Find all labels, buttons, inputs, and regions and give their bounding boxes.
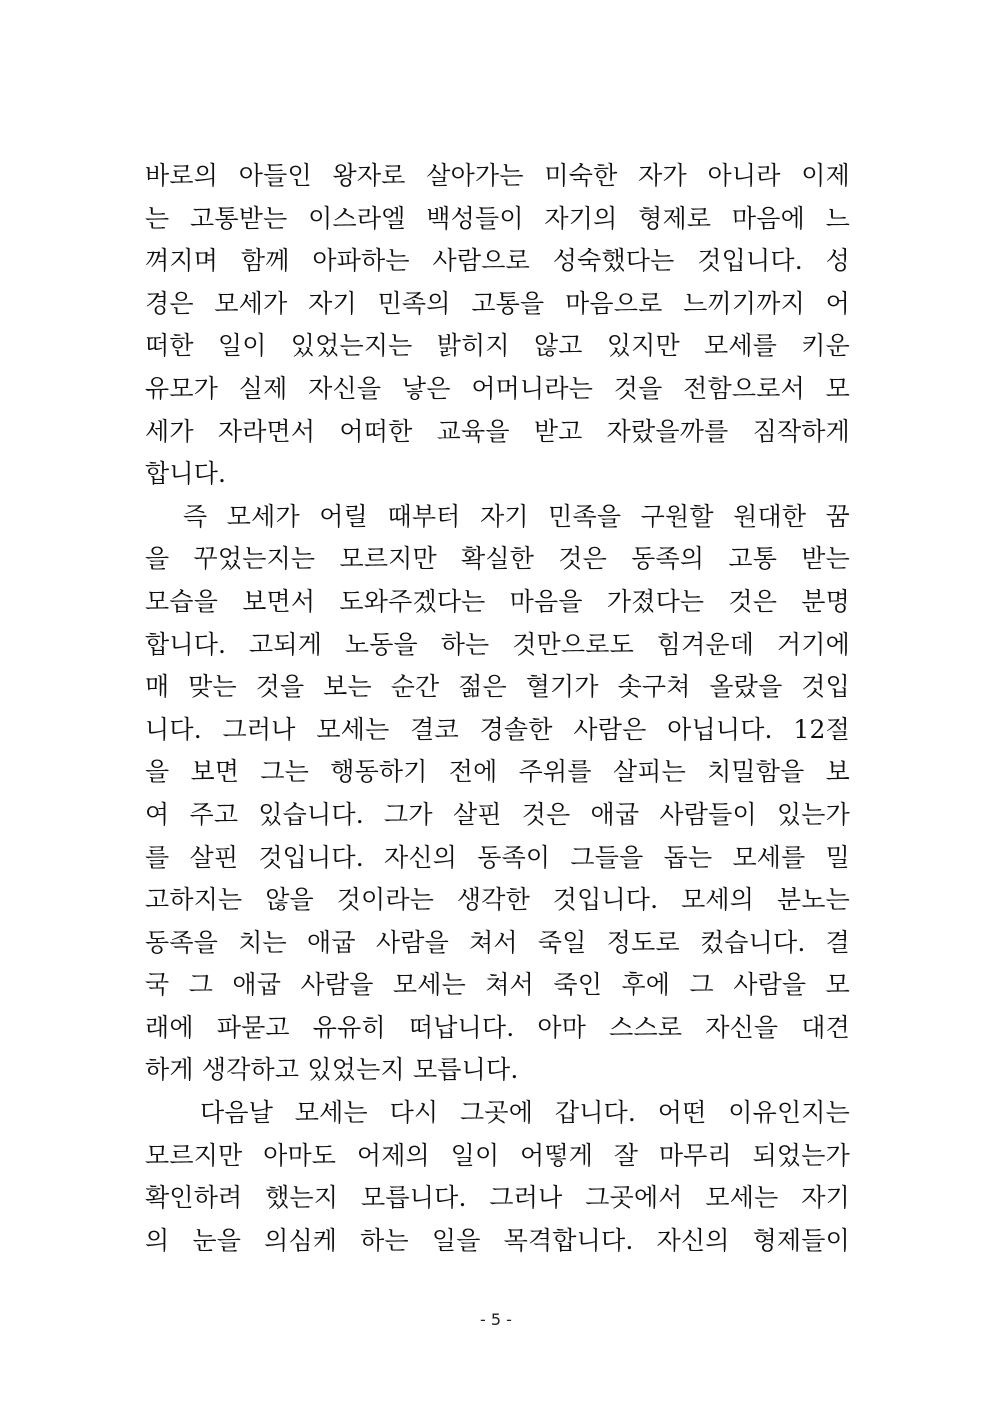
text-line: 확인하려 했는지 모릅니다. 그러나 그곳에서 모세는 자기	[145, 1183, 850, 1213]
text-line: 경은 모세가 자기 민족의 고통을 마음으로 느끼기까지 어	[145, 288, 850, 318]
text-line: 모습을 보면서 도와주겠다는 마음을 가졌다는 것은 분명	[145, 586, 850, 616]
text-line: 동족을 치는 애굽 사람을 쳐서 죽일 정도로 컸습니다. 결	[145, 927, 850, 957]
text-line: 유모가 실제 자신을 낳은 어머니라는 것을 전함으로서 모	[145, 373, 850, 403]
text-line: 떠한 일이 있었는지는 밝히지 않고 있지만 모세를 키운	[145, 331, 850, 361]
text-line: 합니다.	[145, 459, 227, 489]
text-line: 여 주고 있습니다. 그가 살핀 것은 애굽 사람들이 있는가	[145, 799, 850, 829]
text-line: 세가 자라면서 어떠한 교육을 받고 자랐을까를 짐작하게	[145, 416, 850, 446]
text-line: 의 눈을 의심케 하는 일을 목격합니다. 자신의 형제들이	[145, 1225, 850, 1255]
text-line: 니다. 그러나 모세는 결코 경솔한 사람은 아닙니다. 12절	[145, 714, 850, 744]
text-line: 는 고통받는 이스라엘 백성들이 자기의 형제로 마음에 느	[145, 203, 850, 233]
text-line: 를 살핀 것입니다. 자신의 동족이 그들을 돕는 모세를 밀	[145, 842, 850, 872]
text-line: 을 꾸었는지는 모르지만 확실한 것은 동족의 고통 받는	[145, 544, 850, 574]
text-line: 매 맞는 것을 보는 순간 젊은 혈기가 솟구쳐 올랐을 것입	[145, 672, 850, 702]
text-line: 모르지만 아마도 어제의 일이 어떻게 잘 마무리 되었는가	[145, 1140, 850, 1170]
text-line: 하게 생각하고 있었는지 모릅니다.	[145, 1055, 519, 1085]
text-line: 바로의 아들인 왕자로 살아가는 미숙한 자가 아니라 이제	[145, 161, 850, 190]
text-line: 래에 파묻고 유유히 떠납니다. 아마 스스로 자신을 대견	[145, 1012, 850, 1042]
text-line: 을 보면 그는 행동하기 전에 주위를 살피는 치밀함을 보	[145, 757, 850, 787]
page-number: - 5 -	[480, 1310, 512, 1329]
text-line: 즉 모세가 어릴 때부터 자기 민족을 구원할 원대한 꿈	[183, 501, 850, 531]
text-line: 합니다. 고되게 노동을 하는 것만으로도 힘겨운데 거기에	[145, 629, 850, 659]
text-line: 다음날 모세는 다시 그곳에 갑니다. 어떤 이유인지는	[200, 1098, 850, 1128]
text-line: 국 그 애굽 사람을 모세는 쳐서 죽인 후에 그 사람을 모	[145, 970, 850, 1000]
text-line: 고하지는 않을 것이라는 생각한 것입니다. 모세의 분노는	[145, 885, 850, 915]
text-line: 껴지며 함께 아파하는 사람으로 성숙했다는 것입니다. 성	[145, 246, 850, 276]
body-text	[145, 155, 850, 1262]
